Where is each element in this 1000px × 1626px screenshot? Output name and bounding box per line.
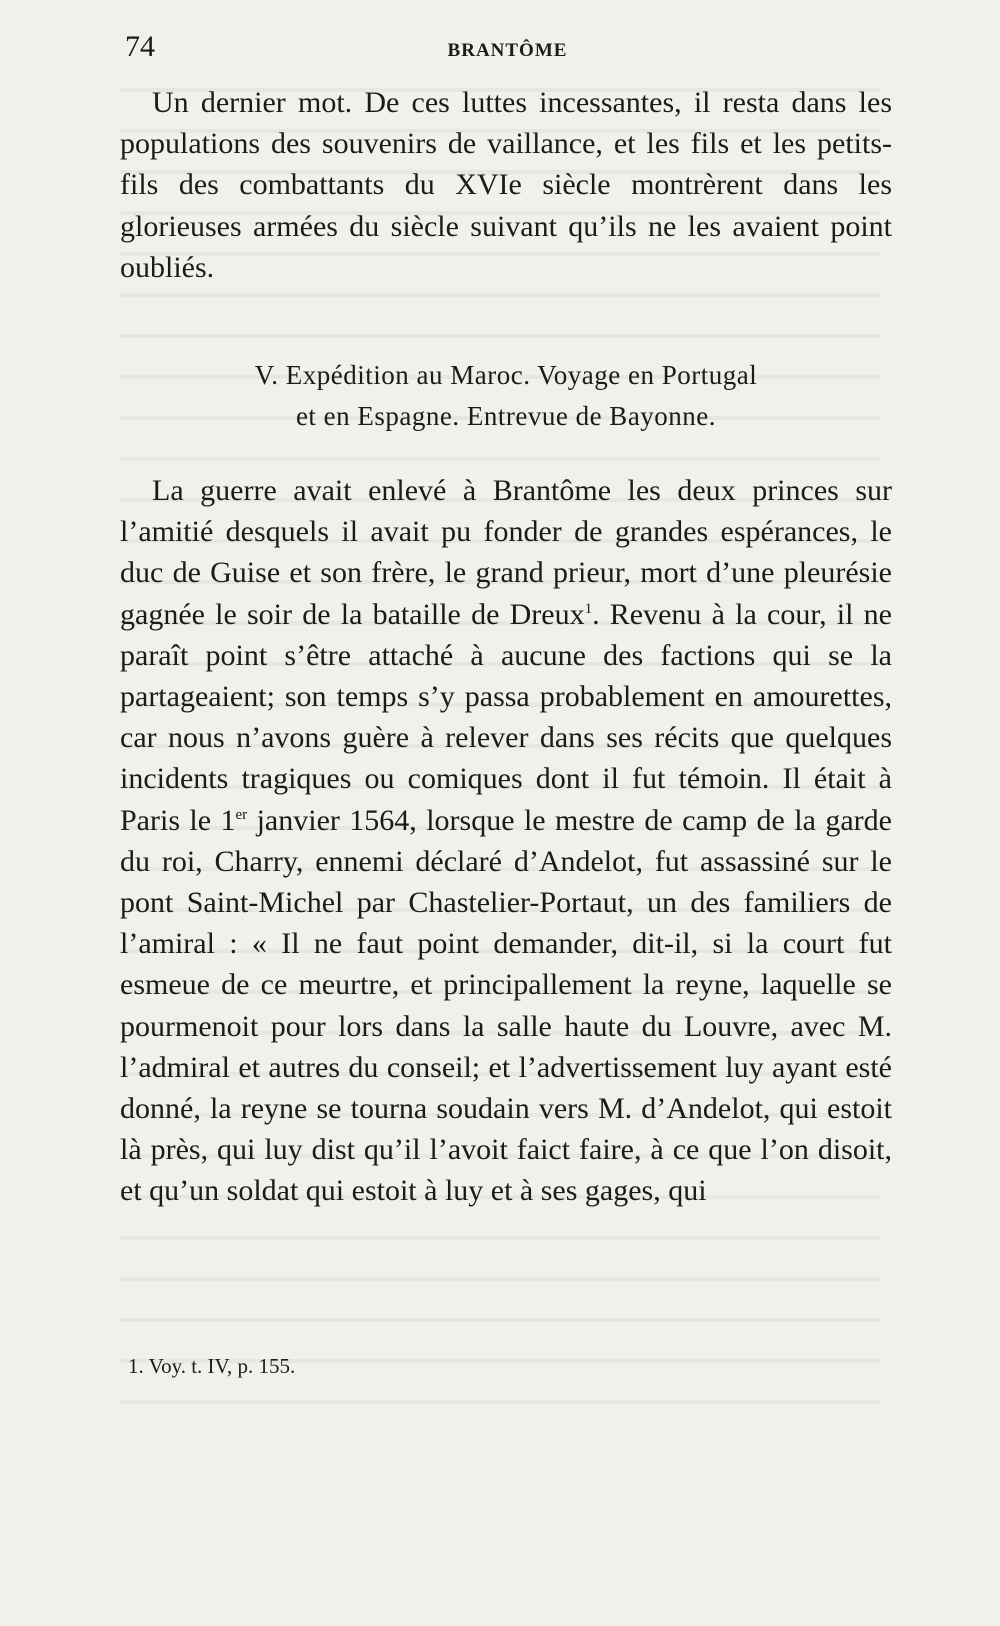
heading-line: V. Expédition au Maroc. Voyage en Portugal	[254, 360, 758, 390]
body-text-top	[120, 82, 892, 288]
running-head	[125, 30, 890, 70]
body-text-main	[120, 470, 892, 1212]
footnote: 1. Voy. t. IV, p. 155.	[128, 1354, 296, 1378]
paragraph	[120, 470, 892, 1212]
running-title: BRANTÔME	[447, 40, 568, 61]
paragraph-text: La guerre avait enlevé à Brantôme les deux princes sur l’amitié desquels il avait pu fonder de grandes espérances, le duc de Guise et son frère, le grand prieur, mort d’une pleurésie gagnée le soir de la bataille de Dreux	[120, 474, 892, 631]
page-number: 74	[125, 30, 155, 63]
section-heading	[120, 355, 892, 437]
paragraph-text: janvier 1564, lorsque le mestre de camp de la garde du roi, Charry, ennemi déclaré d’Andelot, fut assassiné sur le pont Saint-Michel par Chastelier-Portaut, un des familiers de l’amiral : « Il ne faut point demander, dit-il, si la court fut esmeue de ce meurtre, et principallement la reyne, laquelle se pourmenoit pour lors dans la salle haute du Louvre, avec M. l’admiral et autres du conseil; et l’advertissement luy ayant esté donné, la reyne se tourna soudain vers M. d’Andelot, qui estoit là près, qui luy dist qu’il l’avoit faict faire, à ce que l’on disoit, et qu’un soldat qui estoit à luy et à ses gages, qui	[120, 803, 892, 1208]
paragraph-text: . Revenu à la cour, il ne paraît point s’être attaché à aucune des factions qui se la partageaient; son temps s’y passa probablement en amourettes, car nous n’avons guère à relever dans ses récits que quelques incidents tragiques ou comiques dont il fut témoin. Il était à Paris le 1	[120, 597, 893, 837]
paragraph: Un dernier mot. De ces luttes incessantes, il resta dans les populations des souvenirs de vaillance, et les fils et les petits-fils des combattants du XVIe siècle montrèrent dans les glorieuses armées du siècle suivant qu’ils ne les avaient point oubliés.	[120, 86, 892, 284]
heading-line: et en Espagne. Entrevue de Bayonne.	[295, 401, 717, 431]
ordinal-suffix: er	[235, 806, 248, 823]
footnote-reference: 1	[584, 600, 593, 617]
